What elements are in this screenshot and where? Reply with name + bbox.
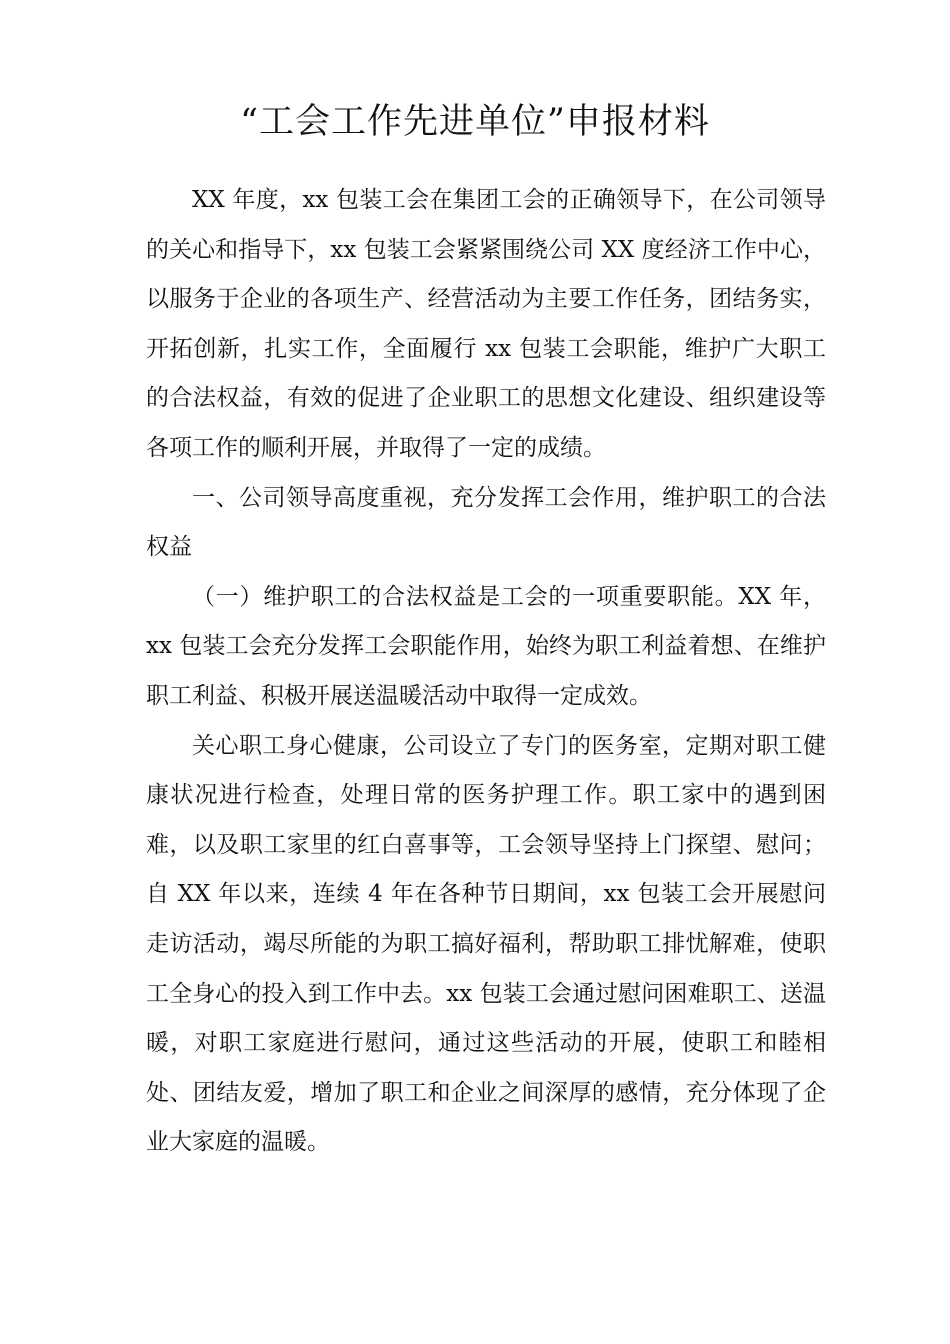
section-heading-1: 一、公司领导高度重视，充分发挥工会作用，维护职工的合法权益 [146,484,826,561]
document-title: “工会工作先进单位”申报材料 [240,102,710,142]
paragraph-intro: XX 年度，xx 包装工会在集团工会的正确领导下，在公司领导的关心和指导下，xx 包装工会紧紧围绕公司 XX 度经济工作中心，以服务于企业的各项生产、经营活动为主要工作任务，团结务实，开拓创新，扎实工作，全面履行 xx 包装工会职能，维护广大职工的合法权益，有效的促进了企业职工的思想文化建设、组织建设等各项工作的顺利开展，并取得了一定的成绩。 [146,187,826,461]
paragraph-health-care: 关心职工身心健康，公司设立了专门的医务室，定期对职工健康状况进行检查，处理日常的医务护理工作。职工家中的遇到困难，以及职工家里的红白喜事等，工会领导坚持上门探望、慰问；自 XX 年以来，连续 4 年在各种节日期间，xx 包装工会开展慰问走访活动，竭尽所能的为职工搞好福利，帮助职工排忧解难，使职工全身心的投入到工作中去。xx 包装工会通过慰问困难职工、送温暖，对职工家庭进行慰问，通过这些活动的开展，使职工和睦相处、团结友爱，增加了职工和企业之间深厚的感情，充分体现了企业大家庭的温暖。 [146,732,826,1156]
document-body [146,176,826,1168]
paragraph-subsection-1: （一）维护职工的合法权益是工会的一项重要职能。XX 年，xx 包装工会充分发挥工会职能作用，始终为职工利益着想、在维护职工利益、积极开展送温暖活动中取得一定成效。 [146,583,826,709]
